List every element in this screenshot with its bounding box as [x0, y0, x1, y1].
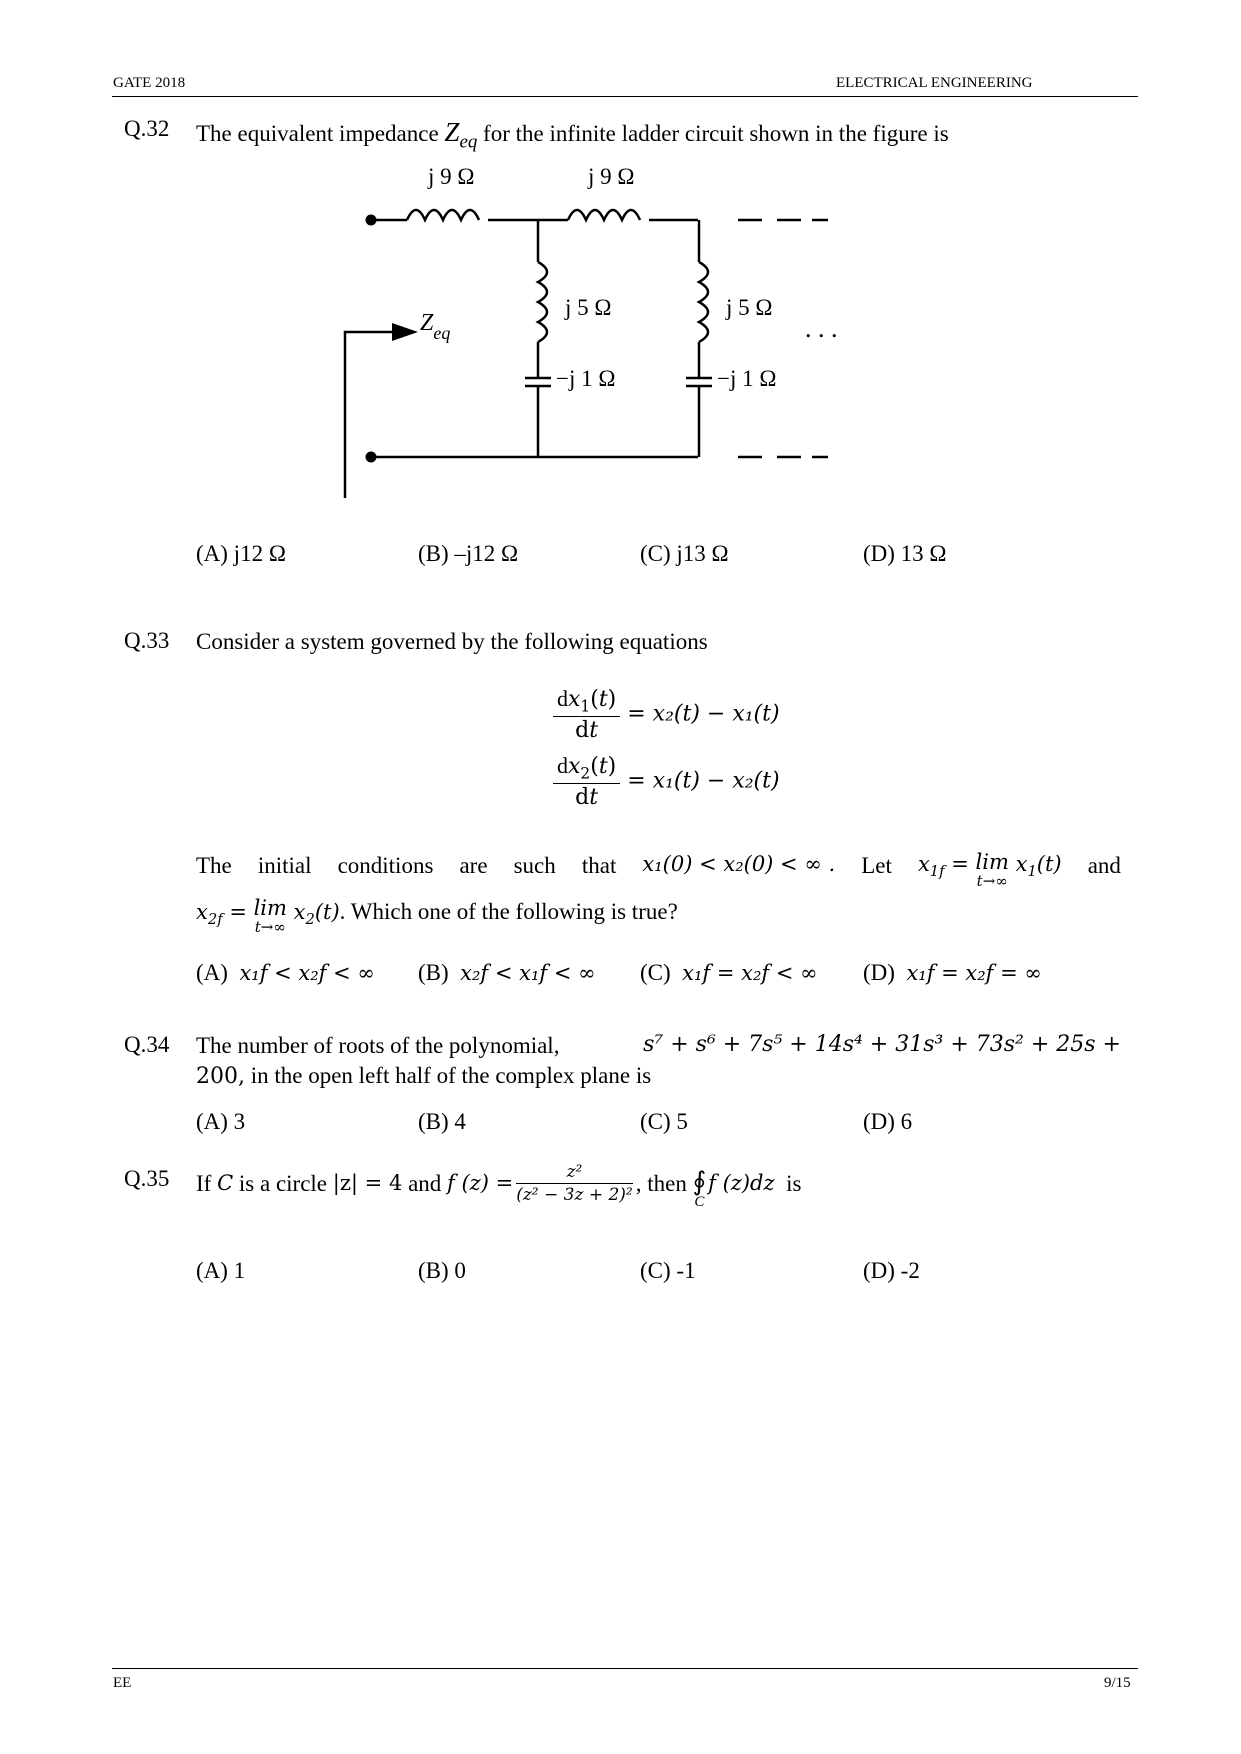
shunt-c-label-2: −j 1 Ω — [717, 366, 777, 391]
q33-number: Q.33 — [124, 628, 170, 653]
terminal-top — [366, 215, 377, 226]
q34-option-a[interactable]: (A) 3 — [196, 1109, 246, 1134]
q32-text-after: for the infinite ladder circuit shown in the figure is — [483, 121, 949, 146]
q35-option-b[interactable]: (B) 0 — [418, 1258, 466, 1283]
shunt-l-label-2: j 5 Ω — [726, 295, 773, 320]
header-left: GATE 2018 — [113, 75, 186, 91]
q33-paragraph-line-1: The initial conditions are such that x₁(0) < x₂(0) < ∞ . Let $x_{1f} = \lim$ t→∞ $x_1(t)$ and — [196, 850, 1121, 890]
q35-option-c[interactable]: (C) -1 — [640, 1258, 696, 1283]
footer-rule — [112, 1668, 1138, 1669]
q33-equation-1: $\frac{dx_1(t)}{dt}$ = x₂(t) − x₁(t) — [553, 686, 793, 743]
q32-symbol: $Z_{eq}$ — [444, 117, 478, 153]
q33-option-c[interactable]: (C) x₁f = x₂f < ∞ — [640, 960, 818, 985]
shunt-l-label-1: j 5 Ω — [565, 295, 612, 320]
q32-option-b[interactable]: (B) –j12 Ω — [418, 541, 519, 566]
q35-number: Q.35 — [124, 1166, 170, 1191]
series-label-1: j 9 Ω — [428, 164, 475, 189]
q33-option-b[interactable]: (B) x₂f < x₁f < ∞ — [418, 960, 596, 985]
footer-left: EE — [113, 1675, 132, 1691]
q33-paragraph-line-2: $x_{2f} = \lim$ t→∞ $x_2(t)$. Which one of the following is true? — [196, 896, 678, 936]
q32-option-d[interactable]: (D) 13 Ω — [863, 541, 947, 566]
q33-option-a[interactable]: (A) x₁f < x₂f < ∞ — [196, 960, 375, 985]
shunt-inductor-1 — [538, 262, 547, 342]
q33-x2f-def: $x_{2f} = \lim$ t→∞ $x_2(t)$ — [196, 896, 340, 936]
q34-option-c[interactable]: (C) 5 — [640, 1109, 688, 1134]
q32-text-before: The equivalent impedance — [196, 121, 439, 146]
q32-option-a[interactable]: (A) j12 Ω — [196, 541, 286, 566]
q32-option-c[interactable]: (C) j13 Ω — [640, 541, 729, 566]
q34-option-d[interactable]: (D) 6 — [863, 1109, 913, 1134]
q32-number: Q.32 — [124, 116, 170, 141]
q35-option-a[interactable]: (A) 1 — [196, 1258, 246, 1283]
ladder-circuit-figure — [0, 0, 1241, 520]
q34-line-2: 200, in the open left half of the complex plane is — [196, 1063, 652, 1089]
ellipsis: . . . — [805, 314, 838, 343]
q35-fraction: $\frac{\text{z²}}{\text{(z² − 3z + 2)²}}$ — [516, 1162, 633, 1206]
header-right: ELECTRICAL ENGINEERING — [836, 75, 1033, 91]
series-inductor-1 — [407, 210, 479, 220]
series-label-2: j 9 Ω — [588, 164, 635, 189]
q35-option-d[interactable]: (D) -2 — [863, 1258, 920, 1283]
q33-condition: x₁(0) < x₂(0) < ∞ . — [642, 852, 836, 876]
q34-line-1: The number of roots of the polynomial, s⁷ + s⁶ + 7s⁵ + 14s⁴ + 31s³ + 73s² + 25s + — [196, 1032, 1121, 1058]
zeq-label: $Z_{eq}$ — [420, 310, 451, 343]
shunt-c-label-1: −j 1 Ω — [556, 366, 616, 391]
q35-integral: ∮ C — [692, 1167, 707, 1211]
q33-x1f-def: $x_{1f} = \lim$ t→∞ $x_1(t)$ — [917, 850, 1062, 890]
q33-option-d[interactable]: (D) x₁f = x₂f = ∞ — [863, 960, 1042, 985]
zeq-arrow-icon — [392, 323, 418, 341]
series-inductor-2 — [568, 210, 640, 220]
q34-option-b[interactable]: (B) 4 — [418, 1109, 466, 1134]
terminal-bottom — [366, 452, 377, 463]
q35-text: If C is a circle |z| = 4 and f (z) = $\frac{\text{z²}}{\text{(z² − 3z + 2)²}}$ , then ∮ C f (z)dz is — [196, 1162, 802, 1211]
shunt-inductor-2 — [699, 262, 708, 342]
q33-text: Consider a system governed by the following equations — [196, 629, 708, 654]
q33-equation-2: $\frac{dx_2(t)}{dt}$ = x₁(t) − x₂(t) — [553, 753, 793, 810]
page-number: 9/15 — [1104, 1675, 1131, 1691]
q34-number: Q.34 — [124, 1032, 170, 1057]
